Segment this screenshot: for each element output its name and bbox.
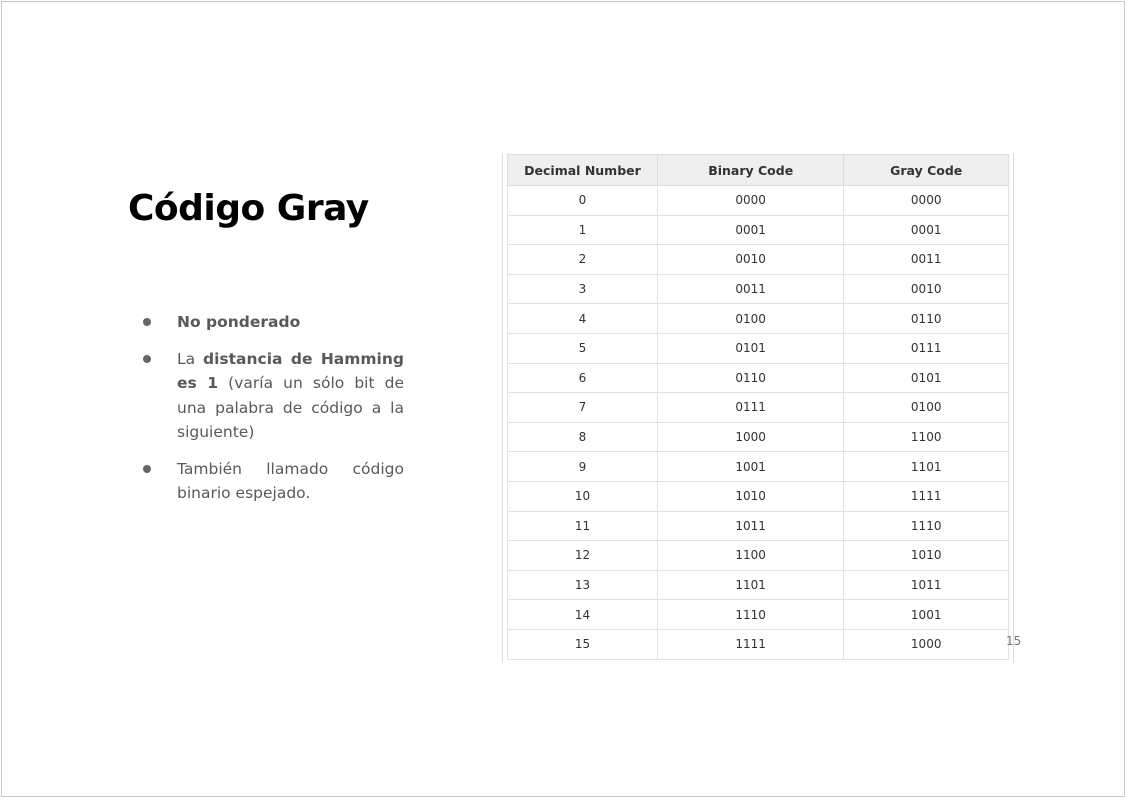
cell-decimal: 14: [508, 600, 658, 630]
cell-gray: 1101: [844, 452, 1009, 482]
table-row: [508, 393, 1009, 423]
cell-gray: 0011: [844, 245, 1009, 275]
cell-decimal: 6: [508, 363, 658, 393]
cell-binary: 1111: [657, 629, 843, 659]
bullet-text: (varía un sólo bit de una palabra de código a la siguiente): [177, 374, 405, 441]
page-number: 15: [1006, 634, 1022, 648]
cell-binary: 0101: [657, 333, 843, 363]
cell-binary: 1110: [657, 600, 843, 630]
gray-code-table: [507, 154, 1009, 660]
cell-binary: 0001: [657, 215, 843, 245]
bullet-text: La: [177, 349, 204, 368]
cell-gray: 0110: [844, 304, 1009, 334]
slide-title: Código Gray: [128, 188, 369, 229]
cell-decimal: 13: [508, 570, 658, 600]
bullet-item: [142, 310, 404, 335]
cell-decimal: 12: [508, 541, 658, 571]
table-row: [508, 245, 1009, 275]
cell-decimal: 15: [508, 629, 658, 659]
table-row: [508, 186, 1009, 216]
table-row: [508, 511, 1009, 541]
cell-binary: 0011: [657, 274, 843, 304]
cell-decimal: 3: [508, 274, 658, 304]
table-header-row: [508, 155, 1009, 186]
cell-gray: 1000: [844, 629, 1009, 659]
cell-gray: 1111: [844, 481, 1009, 511]
cell-binary: 0000: [657, 186, 843, 216]
cell-decimal: 0: [508, 186, 658, 216]
header-decimal-number: Decimal Number: [508, 155, 658, 186]
bullet-dot-icon: [143, 318, 151, 326]
bullet-list: [142, 310, 404, 518]
table-header: [508, 155, 1009, 186]
cell-binary: 0010: [657, 245, 843, 275]
cell-binary: 1010: [657, 481, 843, 511]
bullet-dot-icon: [143, 355, 151, 363]
bullet-item: [142, 347, 404, 445]
bullet-text-bold: distancia de Hamming es 1: [177, 349, 404, 392]
table-row: [508, 333, 1009, 363]
gray-code-table-frame: [502, 153, 1014, 663]
cell-decimal: 4: [508, 304, 658, 334]
table-row: [508, 629, 1009, 659]
cell-binary: 0100: [657, 304, 843, 334]
cell-gray: 1110: [844, 511, 1009, 541]
cell-binary: 0110: [657, 363, 843, 393]
table-row: [508, 422, 1009, 452]
table-row: [508, 541, 1009, 571]
cell-binary: 1100: [657, 541, 843, 571]
cell-decimal: 5: [508, 333, 658, 363]
table-row: [508, 274, 1009, 304]
cell-binary: 1001: [657, 452, 843, 482]
table-row: [508, 363, 1009, 393]
cell-binary: 1011: [657, 511, 843, 541]
bullet-item: [142, 457, 404, 506]
cell-decimal: 8: [508, 422, 658, 452]
cell-gray: 0101: [844, 363, 1009, 393]
cell-gray: 0000: [844, 186, 1009, 216]
cell-gray: 0100: [844, 393, 1009, 423]
cell-decimal: 2: [508, 245, 658, 275]
cell-gray: 1001: [844, 600, 1009, 630]
slide: [1, 1, 1125, 797]
cell-decimal: 10: [508, 481, 658, 511]
table-row: [508, 481, 1009, 511]
header-gray-code: Gray Code: [844, 155, 1009, 186]
cell-gray: 1010: [844, 541, 1009, 571]
header-binary-code: Binary Code: [657, 155, 843, 186]
table-row: [508, 600, 1009, 630]
cell-gray: 0001: [844, 215, 1009, 245]
bullet-dot-icon: [143, 465, 151, 473]
cell-decimal: 7: [508, 393, 658, 423]
cell-binary: 0111: [657, 393, 843, 423]
cell-gray: 0010: [844, 274, 1009, 304]
table-row: [508, 570, 1009, 600]
table-row: [508, 304, 1009, 334]
table-body: [508, 186, 1009, 660]
cell-decimal: 9: [508, 452, 658, 482]
cell-binary: 1101: [657, 570, 843, 600]
cell-decimal: 1: [508, 215, 658, 245]
table-row: [508, 452, 1009, 482]
bullet-text: También llamado código binario espejado.: [177, 459, 404, 502]
table-row: [508, 215, 1009, 245]
cell-gray: 0111: [844, 333, 1009, 363]
cell-gray: 1100: [844, 422, 1009, 452]
cell-binary: 1000: [657, 422, 843, 452]
cell-gray: 1011: [844, 570, 1009, 600]
cell-decimal: 11: [508, 511, 658, 541]
bullet-text-bold: No ponderado: [177, 313, 301, 331]
